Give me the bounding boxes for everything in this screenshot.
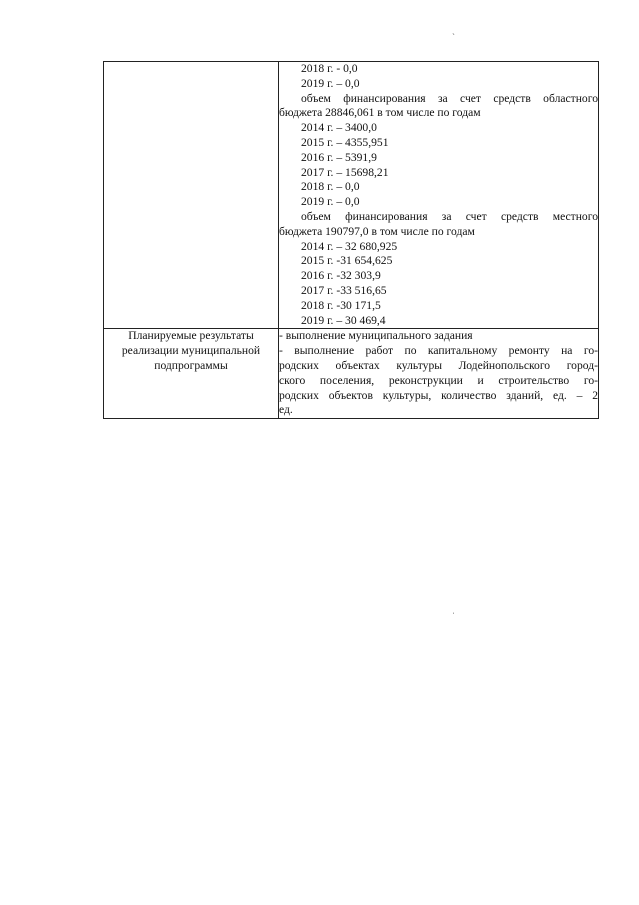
regional-budget-total: бюджета 28846,061 в том числе по годам (279, 106, 481, 120)
local-year-line: 2014 г. – 32 680,925 (301, 239, 398, 253)
financing-label-cell (104, 62, 279, 329)
local-year-line: 2019 г. – 30 469,4 (301, 313, 386, 327)
result-item-municipal-task: - выполнение муниципального задания (279, 329, 473, 343)
local-budget-total: бюджета 190797,0 в том числе по годам (279, 224, 475, 238)
financing-value-cell (279, 62, 599, 329)
scan-mark-middle: ˈ (452, 611, 455, 621)
label-line: подпрограммы (154, 358, 228, 372)
regional-year-line: 2014 г. – 3400,0 (301, 121, 377, 135)
planned-results-value-cell (279, 329, 599, 419)
label-line: реализации муниципальной (121, 344, 261, 358)
table-row-financing (104, 62, 599, 329)
result-item-repair-line: ед. (279, 403, 293, 417)
result-item-repair-line: родских объектов культуры, количество зданий, ед. – 2 (279, 388, 598, 402)
planned-results-label (104, 329, 278, 373)
finance-line: 2018 г. - 0,0 (301, 62, 358, 75)
result-item-repair-line: - выполнение работ по капитальному ремонту на го- (279, 344, 598, 358)
result-item-repair-line: ского поселения, реконструкции и строительство го- (279, 373, 598, 387)
finance-line: 2019 г. – 0,0 (301, 76, 360, 90)
regional-year-line: 2015 г. – 4355,951 (301, 135, 389, 149)
regional-year-line: 2018 г. – 0,0 (301, 180, 360, 194)
local-year-line: 2018 г. -30 171,5 (301, 298, 381, 312)
local-year-line: 2017 г. -33 516,65 (301, 283, 387, 297)
scan-mark-top: ˋ (452, 32, 455, 42)
regional-year-line: 2019 г. – 0,0 (301, 195, 360, 209)
regional-budget-intro: объем финансирования за счет средств областного (301, 91, 598, 105)
subprogram-passport-table (103, 61, 599, 419)
label-line: Планируемые результаты (128, 329, 254, 343)
result-item-repair-line: родских объектах культуры Лодейнопольского город- (279, 358, 598, 372)
local-year-line: 2016 г. -32 303,9 (301, 269, 381, 283)
table-row-planned-results (104, 329, 599, 419)
planned-results-label-cell (104, 329, 279, 419)
local-budget-intro: объем финансирования за счет средств местного (301, 209, 598, 223)
regional-year-line: 2017 г. – 15698,21 (301, 165, 389, 179)
local-year-line: 2015 г. -31 654,625 (301, 254, 393, 268)
regional-year-line: 2016 г. – 5391,9 (301, 150, 377, 164)
